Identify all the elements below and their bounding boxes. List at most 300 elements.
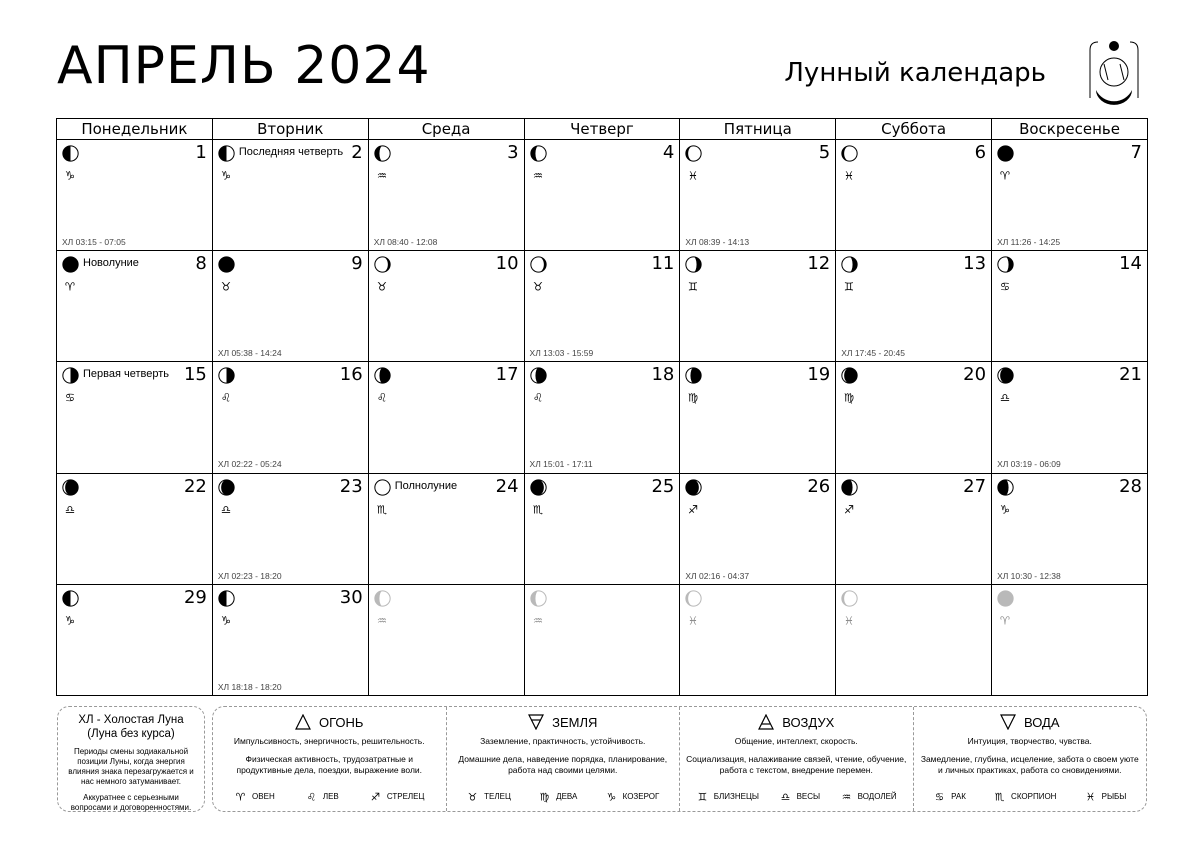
svg-text:♑: ♑ xyxy=(220,168,231,182)
svg-text:♑: ♑ xyxy=(64,168,76,182)
day-number: 19 xyxy=(807,364,831,386)
moon-phase-icon xyxy=(218,145,235,162)
zodiac-sign xyxy=(933,790,966,803)
moon-phase-label: Первая четверть xyxy=(83,368,169,381)
moon-phase-icon xyxy=(685,479,702,496)
calendar-week-row xyxy=(57,473,1148,584)
svg-text:♑: ♑ xyxy=(606,791,616,803)
element-column xyxy=(213,707,447,811)
calendar-day-cell[interactable] xyxy=(836,473,992,584)
weekday-header: Понедельник xyxy=(57,119,213,140)
moon-phase-icon xyxy=(685,367,702,384)
fire-triangle-icon xyxy=(295,714,311,730)
libra-icon xyxy=(998,390,1012,404)
zodiac-sign-label: ВЕСЫ xyxy=(796,792,821,801)
taurus-icon xyxy=(531,279,545,293)
day-content xyxy=(992,474,1147,584)
day-number: 3 xyxy=(507,142,519,163)
calendar-day-cell[interactable] xyxy=(836,362,992,473)
day-content xyxy=(992,585,1147,695)
moon-phase-icon xyxy=(374,479,391,496)
pisces-icon xyxy=(686,613,700,627)
day-content xyxy=(213,585,368,695)
aquarius-icon xyxy=(531,168,545,182)
svg-text:♌: ♌ xyxy=(306,791,317,803)
weekday-header: Воскресенье xyxy=(992,119,1148,140)
day-content xyxy=(369,474,524,584)
moon-phase-icon xyxy=(530,479,547,496)
weekday-header: Суббота xyxy=(836,119,992,140)
day-number: 20 xyxy=(963,364,987,386)
day-number: 22 xyxy=(183,475,207,497)
element-description: Физическая активность, трудозатратные и продуктивные дела, поездки, выражение воли. xyxy=(236,754,423,775)
day-content xyxy=(213,140,368,250)
day-content xyxy=(57,585,212,695)
day-content xyxy=(369,585,524,695)
pisces-icon xyxy=(1084,790,1097,803)
legend-description: Периоды смены зодиакальной позиции Луны, когда энергия влияния знака перезагружается и нас немного затуманивает. xyxy=(68,747,194,786)
day-number: 18 xyxy=(651,364,675,386)
moon-phase-icon xyxy=(841,367,858,384)
calendar-day-cell[interactable] xyxy=(368,251,524,362)
day-content xyxy=(213,474,368,584)
element-signs xyxy=(219,790,440,803)
scorpio-icon xyxy=(531,502,545,516)
svg-text:♍: ♍ xyxy=(539,791,550,803)
zodiac-sign xyxy=(369,790,425,803)
day-number: 27 xyxy=(963,475,987,497)
elements-legend xyxy=(212,706,1147,812)
moon-phase-icon xyxy=(530,590,547,607)
moon-phase-label: Новолуние xyxy=(83,257,139,270)
moon-phase-icon xyxy=(685,590,702,607)
air-triangle-icon xyxy=(758,714,774,730)
day-content xyxy=(680,474,835,584)
day-content xyxy=(680,585,835,695)
element-signs xyxy=(686,790,907,803)
svg-text:♉: ♉ xyxy=(376,279,387,294)
day-content xyxy=(525,251,680,361)
day-number: 8 xyxy=(195,253,207,275)
void-of-course-time: ХЛ 08:40 - 12:08 xyxy=(373,237,438,247)
calendar-day-cell[interactable] xyxy=(212,473,368,584)
calendar-day-cell[interactable] xyxy=(212,251,368,362)
calendar-day-cell[interactable] xyxy=(680,473,836,584)
svg-text:♑: ♑ xyxy=(999,501,1011,516)
sagittarius-icon xyxy=(686,502,700,516)
calendar-day-cell[interactable] xyxy=(992,140,1148,251)
day-number: 13 xyxy=(963,253,987,275)
gemini-icon xyxy=(842,279,856,293)
svg-text:♏: ♏ xyxy=(376,501,387,516)
calendar-day-cell[interactable] xyxy=(680,140,836,251)
svg-text:♋: ♋ xyxy=(999,279,1011,294)
svg-text:♑: ♑ xyxy=(64,613,76,627)
calendar-day-cell[interactable] xyxy=(212,140,368,251)
day-number: 17 xyxy=(495,364,519,386)
void-of-course-time: ХЛ 08:39 - 14:13 xyxy=(685,237,750,247)
pisces-icon xyxy=(842,613,856,627)
day-content xyxy=(213,251,368,361)
svg-text:♎: ♎ xyxy=(64,501,76,516)
day-content xyxy=(680,362,835,472)
svg-text:♒: ♒ xyxy=(532,168,543,182)
calendar-day-cell[interactable] xyxy=(992,584,1148,695)
zodiac-sign xyxy=(538,790,577,803)
zodiac-sign-label: СКОРПИОН xyxy=(1011,792,1057,801)
zodiac-sign-label: ЛЕВ xyxy=(322,792,339,801)
moon-phase-icon xyxy=(997,367,1014,384)
moon-phase-icon xyxy=(62,145,79,162)
moon-phase-icon xyxy=(997,145,1014,162)
water-triangle-icon xyxy=(1000,714,1016,730)
calendar-day-cell[interactable] xyxy=(992,251,1148,362)
capricorn-icon xyxy=(998,502,1012,516)
zodiac-sign-label: ВОДОЛЕЙ xyxy=(857,792,897,801)
calendar-day-cell[interactable] xyxy=(680,584,836,695)
moon-phase-icon xyxy=(841,590,858,607)
moon-phase-icon xyxy=(62,256,79,273)
calendar-day-cell[interactable] xyxy=(992,362,1148,473)
pisces-icon xyxy=(686,168,700,182)
calendar-day-cell[interactable] xyxy=(212,584,368,695)
void-of-course-time: ХЛ 11:26 - 14:25 xyxy=(997,237,1061,247)
moon-phase-label: Полнолуние xyxy=(394,479,458,492)
calendar-day-cell[interactable] xyxy=(57,140,213,251)
cancer-icon xyxy=(933,790,946,803)
moon-phase-icon xyxy=(997,256,1014,273)
capricorn-icon xyxy=(63,613,77,627)
virgo-icon xyxy=(686,390,700,404)
day-number: 10 xyxy=(495,253,519,275)
svg-text:♏: ♏ xyxy=(994,791,1005,803)
day-number: 25 xyxy=(651,475,675,497)
svg-text:♊: ♊ xyxy=(844,279,855,294)
day-content xyxy=(57,251,212,361)
earth-triangle-icon xyxy=(528,714,544,730)
element-name: ВОДА xyxy=(1023,714,1060,730)
day-number: 23 xyxy=(339,475,363,497)
cancer-icon xyxy=(63,390,77,404)
svg-text:♒: ♒ xyxy=(376,168,387,182)
calendar-day-cell[interactable] xyxy=(836,251,992,362)
capricorn-icon xyxy=(219,613,233,627)
moon-phase-icon xyxy=(218,256,235,273)
day-content xyxy=(992,251,1147,361)
leo-icon xyxy=(531,390,545,404)
day-content xyxy=(213,362,368,472)
zodiac-sign xyxy=(234,790,275,803)
day-content xyxy=(57,474,212,584)
calendar-day-cell[interactable] xyxy=(836,140,992,251)
zodiac-sign-label: ОВЕН xyxy=(252,792,275,801)
calendar-week-row xyxy=(57,251,1148,362)
calendar-day-cell[interactable] xyxy=(524,140,680,251)
day-number: 30 xyxy=(339,586,363,608)
svg-text:♋: ♋ xyxy=(64,390,76,405)
aquarius-icon xyxy=(375,168,389,182)
moon-phase-icon xyxy=(997,590,1014,607)
element-description: Домашние дела, наведение порядка, планирование, работа над своими целями. xyxy=(458,754,668,775)
element-qualities: Интуиция, творчество, чувства. xyxy=(967,736,1092,746)
svg-text:♌: ♌ xyxy=(220,390,231,405)
calendar-week-row xyxy=(57,584,1148,695)
moon-phase-icon xyxy=(218,367,235,384)
weekday-header: Пятница xyxy=(680,119,836,140)
svg-text:♓: ♓ xyxy=(844,613,855,627)
page-title: АПРЕЛЬ 2024 xyxy=(57,36,431,96)
zodiac-sign-label: ТЕЛЕЦ xyxy=(484,792,511,801)
day-content xyxy=(369,251,524,361)
calendar-day-cell[interactable] xyxy=(57,362,213,473)
calendar-day-cell[interactable] xyxy=(524,584,680,695)
day-content xyxy=(836,251,991,361)
calendar-day-cell[interactable] xyxy=(57,473,213,584)
moon-phase-icon xyxy=(62,479,79,496)
void-of-course-time: ХЛ 05:38 - 14:24 xyxy=(217,348,282,359)
zodiac-sign xyxy=(305,790,339,803)
void-of-course-time: ХЛ 10:30 - 12:38 xyxy=(997,570,1061,581)
capricorn-icon xyxy=(63,168,77,182)
day-number: 2 xyxy=(351,142,363,163)
moon-phase-icon xyxy=(530,256,547,273)
taurus-icon xyxy=(466,790,479,803)
moon-phase-icon xyxy=(530,367,547,384)
leo-icon xyxy=(375,390,389,404)
gemini-icon xyxy=(686,279,700,293)
calendar-week-row xyxy=(57,140,1148,251)
day-content xyxy=(57,362,212,472)
legend-title: ХЛ - Холостая Луна xyxy=(78,714,184,726)
element-name: ОГОНЬ xyxy=(319,714,364,730)
day-number: 14 xyxy=(1119,253,1142,275)
element-name: ЗЕМЛЯ xyxy=(552,714,598,730)
weekday-header: Вторник xyxy=(212,119,368,140)
svg-text:♒: ♒ xyxy=(376,613,387,627)
leo-icon xyxy=(219,390,233,404)
moon-phase-icon xyxy=(841,256,858,273)
element-signs xyxy=(453,790,674,803)
day-number: 26 xyxy=(807,475,831,497)
svg-text:♈: ♈ xyxy=(999,168,1011,182)
element-column xyxy=(447,707,681,811)
calendar-day-cell[interactable] xyxy=(524,251,680,362)
zodiac-sign xyxy=(466,790,511,803)
calendar-day-cell[interactable] xyxy=(524,362,680,473)
day-number: 4 xyxy=(662,142,675,163)
calendar-day-cell[interactable] xyxy=(57,584,213,695)
calendar-day-cell[interactable] xyxy=(368,584,524,695)
calendar-day-cell[interactable] xyxy=(680,251,836,362)
calendar-day-cell[interactable] xyxy=(524,473,680,584)
calendar-week-row xyxy=(57,362,1148,473)
taurus-icon xyxy=(219,279,233,293)
day-content xyxy=(680,251,835,361)
moon-phase-icon xyxy=(62,590,79,607)
cancer-icon xyxy=(998,279,1012,293)
moon-phase-icon xyxy=(218,590,235,607)
moon-phase-label: Последняя четверть xyxy=(238,146,344,158)
aries-icon xyxy=(63,279,77,293)
moon-phase-icon xyxy=(997,479,1014,496)
svg-text:♋: ♋ xyxy=(934,791,945,803)
element-name: ВОЗДУХ xyxy=(782,714,835,730)
day-number: 11 xyxy=(651,253,675,275)
element-qualities: Общение, интеллект, скорость. xyxy=(734,736,858,746)
svg-text:♉: ♉ xyxy=(532,279,543,294)
moon-phase-icon xyxy=(685,145,702,162)
calendar-day-cell[interactable] xyxy=(368,473,524,584)
zodiac-sign-label: РЫБЫ xyxy=(1101,792,1127,801)
capricorn-icon xyxy=(219,168,233,182)
day-number: 24 xyxy=(495,475,519,497)
svg-text:♒: ♒ xyxy=(532,613,543,627)
day-content xyxy=(836,585,991,695)
svg-text:♐: ♐ xyxy=(370,791,381,803)
day-content xyxy=(525,362,680,472)
aquarius-icon xyxy=(375,613,389,627)
void-of-course-time: ХЛ 03:15 - 07:05 xyxy=(62,237,126,247)
svg-text:♌: ♌ xyxy=(532,390,543,405)
day-content xyxy=(369,140,524,250)
void-moon-legend xyxy=(57,706,205,812)
element-description: Замедление, глубина, исцеление, забота о своем уюте и личных практиках, работа со сновидениями. xyxy=(920,754,1139,775)
moon-phase-icon xyxy=(685,256,702,273)
page-subtitle: Лунный календарь xyxy=(784,58,1046,88)
calendar-day-cell[interactable] xyxy=(57,251,213,362)
virgo-icon xyxy=(538,790,551,803)
scorpio-icon xyxy=(375,502,389,516)
moon-phase-icon xyxy=(374,145,391,162)
aries-icon xyxy=(234,790,247,803)
svg-text:♏: ♏ xyxy=(532,501,543,516)
day-number: 6 xyxy=(974,142,987,163)
zodiac-sign xyxy=(993,790,1056,803)
svg-text:♍: ♍ xyxy=(844,390,855,405)
void-of-course-time: ХЛ 17:45 - 20:45 xyxy=(841,348,905,359)
element-qualities: Импульсивность, энергичность, решительность. xyxy=(233,736,425,746)
aries-icon xyxy=(998,613,1012,627)
moon-logo-icon xyxy=(1086,38,1142,108)
taurus-icon xyxy=(375,279,389,293)
sagittarius-icon xyxy=(842,502,856,516)
day-number: 9 xyxy=(351,253,363,275)
svg-text:♈: ♈ xyxy=(64,279,76,294)
calendar-day-cell[interactable] xyxy=(368,362,524,473)
zodiac-sign-label: СТРЕЛЕЦ xyxy=(386,792,425,801)
void-of-course-time: ХЛ 03:19 - 06:09 xyxy=(997,459,1061,470)
svg-text:♎: ♎ xyxy=(220,501,231,516)
day-content xyxy=(680,140,835,250)
day-content xyxy=(57,140,212,250)
svg-text:♊: ♊ xyxy=(688,279,699,294)
svg-text:♍: ♍ xyxy=(688,390,699,405)
svg-text:♈: ♈ xyxy=(235,791,246,803)
zodiac-sign xyxy=(1084,790,1127,803)
svg-text:♑: ♑ xyxy=(220,613,231,627)
day-content xyxy=(525,140,680,250)
calendar-day-cell[interactable] xyxy=(368,140,524,251)
aquarius-icon xyxy=(840,790,853,803)
element-column xyxy=(914,707,1147,811)
calendar-day-cell[interactable] xyxy=(836,584,992,695)
libra-icon xyxy=(219,502,233,516)
weekday-header: Среда xyxy=(368,119,524,140)
day-number: 5 xyxy=(818,142,831,163)
legend-note: Аккуратнее с серьезными вопросами и договоренностями. xyxy=(70,793,192,812)
svg-text:♒: ♒ xyxy=(841,791,851,803)
day-number: 16 xyxy=(339,364,363,386)
element-heading xyxy=(453,714,674,730)
zodiac-sign xyxy=(605,790,660,803)
calendar-day-cell[interactable] xyxy=(212,362,368,473)
calendar-grid xyxy=(56,118,1148,696)
element-heading xyxy=(686,714,907,730)
day-content xyxy=(836,362,991,472)
moon-phase-icon xyxy=(841,479,858,496)
svg-text:♌: ♌ xyxy=(376,390,387,405)
libra-icon xyxy=(63,502,77,516)
zodiac-sign xyxy=(779,790,821,803)
scorpio-icon xyxy=(993,790,1006,803)
day-content xyxy=(836,474,991,584)
void-of-course-time: ХЛ 02:22 - 05:24 xyxy=(217,459,282,470)
day-number: 21 xyxy=(1119,364,1142,386)
element-qualities: Заземление, практичность, устойчивость. xyxy=(480,736,646,746)
day-number: 12 xyxy=(807,253,831,275)
calendar-day-cell[interactable] xyxy=(680,362,836,473)
element-heading xyxy=(920,714,1141,730)
day-content xyxy=(525,474,680,584)
svg-text:♉: ♉ xyxy=(220,279,231,294)
virgo-icon xyxy=(842,390,856,404)
void-of-course-time: ХЛ 13:03 - 15:59 xyxy=(529,348,594,359)
aries-icon xyxy=(998,168,1012,182)
moon-phase-icon xyxy=(374,367,391,384)
svg-text:♊: ♊ xyxy=(697,791,708,803)
void-of-course-time: ХЛ 18:18 - 18:20 xyxy=(217,681,282,692)
zodiac-sign xyxy=(696,790,759,803)
svg-text:♓: ♓ xyxy=(844,168,855,182)
moon-phase-icon xyxy=(62,367,79,384)
svg-text:♐: ♐ xyxy=(688,501,699,516)
day-number: 29 xyxy=(183,586,207,608)
gemini-icon xyxy=(696,790,709,803)
void-of-course-time: ХЛ 02:16 - 04:37 xyxy=(685,570,750,581)
zodiac-sign-label: БЛИЗНЕЦЫ xyxy=(713,792,759,801)
moon-phase-icon xyxy=(374,590,391,607)
zodiac-sign-label: ДЕВА xyxy=(556,792,578,801)
svg-text:♉: ♉ xyxy=(467,791,478,803)
day-number: 7 xyxy=(1130,142,1142,163)
day-content xyxy=(525,585,680,695)
svg-text:♐: ♐ xyxy=(844,501,855,516)
calendar-day-cell[interactable] xyxy=(992,473,1148,584)
element-description: Социализация, налаживание связей, чтение, обучение, работа с текстом, внедрение перемен. xyxy=(686,754,907,775)
moon-phase-icon xyxy=(218,479,235,496)
moon-phase-icon xyxy=(841,145,858,162)
day-content xyxy=(836,140,991,250)
capricorn-icon xyxy=(605,790,618,803)
element-heading xyxy=(219,714,440,730)
day-content xyxy=(992,362,1147,472)
moon-phase-icon xyxy=(374,256,391,273)
day-number: 15 xyxy=(183,364,207,386)
pisces-icon xyxy=(842,168,856,182)
svg-text:♓: ♓ xyxy=(688,168,699,182)
svg-text:♓: ♓ xyxy=(688,613,699,627)
svg-text:♎: ♎ xyxy=(999,390,1011,405)
